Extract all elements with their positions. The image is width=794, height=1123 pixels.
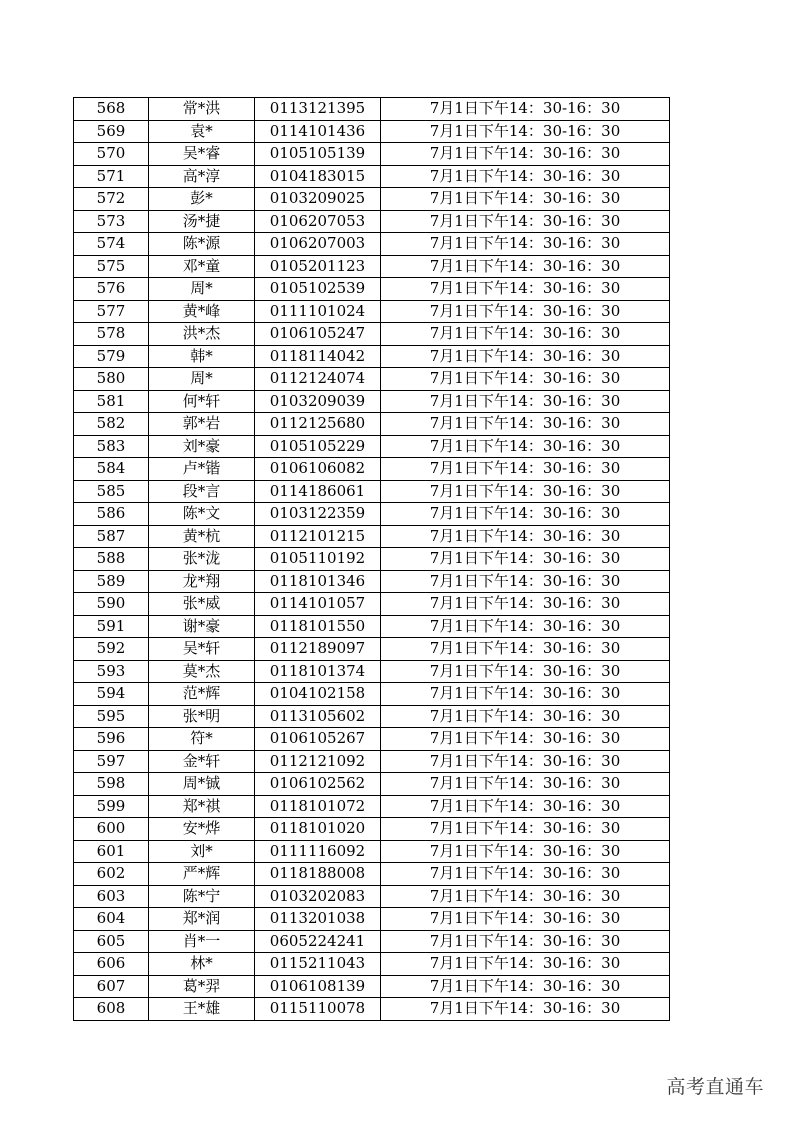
table-row — [74, 863, 670, 886]
exam-time-cell: 7月1日下午14：30-16：30 — [381, 368, 670, 391]
table-row — [74, 615, 670, 638]
table-row — [74, 390, 670, 413]
exam-id-cell: 0105102539 — [255, 278, 381, 301]
exam-id-cell: 0112121092 — [255, 750, 381, 773]
row-number-cell: 593 — [74, 660, 149, 683]
exam-time-cell: 7月1日下午14：30-16：30 — [381, 638, 670, 661]
table-row — [74, 413, 670, 436]
row-number-cell: 604 — [74, 908, 149, 931]
student-name-cell: 周* — [149, 278, 255, 301]
exam-id-cell: 0105110192 — [255, 548, 381, 571]
student-name-cell: 严*辉 — [149, 863, 255, 886]
table-row — [74, 953, 670, 976]
table-row — [74, 345, 670, 368]
exam-time-cell: 7月1日下午14：30-16：30 — [381, 323, 670, 346]
student-name-cell: 韩* — [149, 345, 255, 368]
row-number-cell: 577 — [74, 300, 149, 323]
exam-time-cell: 7月1日下午14：30-16：30 — [381, 660, 670, 683]
table-row — [74, 98, 670, 121]
student-name-cell: 彭* — [149, 188, 255, 211]
exam-time-cell: 7月1日下午14：30-16：30 — [381, 683, 670, 706]
exam-time-cell: 7月1日下午14：30-16：30 — [381, 750, 670, 773]
exam-time-cell: 7月1日下午14：30-16：30 — [381, 143, 670, 166]
row-number-cell: 590 — [74, 593, 149, 616]
exam-id-cell: 0104102158 — [255, 683, 381, 706]
row-number-cell: 599 — [74, 795, 149, 818]
table-row — [74, 998, 670, 1021]
exam-id-cell: 0106102562 — [255, 773, 381, 796]
student-name-cell: 袁* — [149, 120, 255, 143]
exam-time-cell: 7月1日下午14：30-16：30 — [381, 953, 670, 976]
exam-time-cell: 7月1日下午14：30-16：30 — [381, 233, 670, 256]
student-name-cell: 安*烨 — [149, 818, 255, 841]
table-row — [74, 885, 670, 908]
student-name-cell: 高*淳 — [149, 165, 255, 188]
exam-time-cell: 7月1日下午14：30-16：30 — [381, 503, 670, 526]
exam-time-cell: 7月1日下午14：30-16：30 — [381, 548, 670, 571]
exam-id-cell: 0103122359 — [255, 503, 381, 526]
exam-id-cell: 0113201038 — [255, 908, 381, 931]
row-number-cell: 598 — [74, 773, 149, 796]
exam-time-cell: 7月1日下午14：30-16：30 — [381, 998, 670, 1021]
exam-id-cell: 0106105267 — [255, 728, 381, 751]
table-row — [74, 840, 670, 863]
row-number-cell: 608 — [74, 998, 149, 1021]
table-row — [74, 210, 670, 233]
exam-id-cell: 0106207053 — [255, 210, 381, 233]
table-row — [74, 908, 670, 931]
row-number-cell: 571 — [74, 165, 149, 188]
exam-time-cell: 7月1日下午14：30-16：30 — [381, 278, 670, 301]
student-name-cell: 郭*岩 — [149, 413, 255, 436]
student-name-cell: 陈*源 — [149, 233, 255, 256]
student-name-cell: 陈*文 — [149, 503, 255, 526]
row-number-cell: 568 — [74, 98, 149, 121]
exam-id-cell: 0104183015 — [255, 165, 381, 188]
exam-id-cell: 0106207003 — [255, 233, 381, 256]
exam-id-cell: 0111116092 — [255, 840, 381, 863]
exam-time-cell: 7月1日下午14：30-16：30 — [381, 210, 670, 233]
exam-time-cell: 7月1日下午14：30-16：30 — [381, 188, 670, 211]
student-name-cell: 肖*一 — [149, 930, 255, 953]
row-number-cell: 605 — [74, 930, 149, 953]
exam-id-cell: 0605224241 — [255, 930, 381, 953]
row-number-cell: 582 — [74, 413, 149, 436]
exam-time-cell: 7月1日下午14：30-16：30 — [381, 165, 670, 188]
table-row — [74, 278, 670, 301]
student-name-cell: 吴*睿 — [149, 143, 255, 166]
exam-time-cell: 7月1日下午14：30-16：30 — [381, 795, 670, 818]
student-name-cell: 葛*羿 — [149, 975, 255, 998]
student-name-cell: 汤*捷 — [149, 210, 255, 233]
exam-id-cell: 0106105247 — [255, 323, 381, 346]
row-number-cell: 588 — [74, 548, 149, 571]
exam-id-cell: 0105201123 — [255, 255, 381, 278]
exam-time-cell: 7月1日下午14：30-16：30 — [381, 863, 670, 886]
table-row — [74, 975, 670, 998]
table-row — [74, 705, 670, 728]
table-row — [74, 818, 670, 841]
exam-time-cell: 7月1日下午14：30-16：30 — [381, 885, 670, 908]
row-number-cell: 587 — [74, 525, 149, 548]
table-row — [74, 188, 670, 211]
row-number-cell: 589 — [74, 570, 149, 593]
student-name-cell: 黄*峰 — [149, 300, 255, 323]
exam-id-cell: 0113121395 — [255, 98, 381, 121]
row-number-cell: 597 — [74, 750, 149, 773]
exam-time-cell: 7月1日下午14：30-16：30 — [381, 975, 670, 998]
exam-id-cell: 0118114042 — [255, 345, 381, 368]
student-name-cell: 林* — [149, 953, 255, 976]
table-row — [74, 120, 670, 143]
table-row — [74, 435, 670, 458]
row-number-cell: 592 — [74, 638, 149, 661]
row-number-cell: 603 — [74, 885, 149, 908]
table-row — [74, 795, 670, 818]
table-row — [74, 525, 670, 548]
exam-id-cell: 0113105602 — [255, 705, 381, 728]
row-number-cell: 607 — [74, 975, 149, 998]
exam-id-cell: 0112189097 — [255, 638, 381, 661]
exam-time-cell: 7月1日下午14：30-16：30 — [381, 930, 670, 953]
row-number-cell: 572 — [74, 188, 149, 211]
row-number-cell: 579 — [74, 345, 149, 368]
exam-id-cell: 0118101374 — [255, 660, 381, 683]
student-name-cell: 段*言 — [149, 480, 255, 503]
exam-time-cell: 7月1日下午14：30-16：30 — [381, 525, 670, 548]
student-name-cell: 符* — [149, 728, 255, 751]
student-name-cell: 范*辉 — [149, 683, 255, 706]
student-name-cell: 刘*豪 — [149, 435, 255, 458]
exam-time-cell: 7月1日下午14：30-16：30 — [381, 120, 670, 143]
student-name-cell: 龙*翔 — [149, 570, 255, 593]
student-name-cell: 谢*豪 — [149, 615, 255, 638]
student-name-cell: 金*轩 — [149, 750, 255, 773]
exam-time-cell: 7月1日下午14：30-16：30 — [381, 300, 670, 323]
exam-time-cell: 7月1日下午14：30-16：30 — [381, 908, 670, 931]
table-row — [74, 143, 670, 166]
table-row — [74, 930, 670, 953]
student-name-cell: 洪*杰 — [149, 323, 255, 346]
table-row — [74, 480, 670, 503]
watermark-text: 高考直通车 — [666, 1076, 764, 1098]
student-name-cell: 张*威 — [149, 593, 255, 616]
table-row — [74, 728, 670, 751]
exam-id-cell: 0103209025 — [255, 188, 381, 211]
table-row — [74, 165, 670, 188]
table-row — [74, 503, 670, 526]
table-row — [74, 683, 670, 706]
exam-time-cell: 7月1日下午14：30-16：30 — [381, 345, 670, 368]
student-name-cell: 周* — [149, 368, 255, 391]
roster-table — [73, 97, 670, 1021]
student-name-cell: 黄*杭 — [149, 525, 255, 548]
exam-time-cell: 7月1日下午14：30-16：30 — [381, 413, 670, 436]
student-name-cell: 卢*锴 — [149, 458, 255, 481]
row-number-cell: 583 — [74, 435, 149, 458]
table-row — [74, 548, 670, 571]
exam-time-cell: 7月1日下午14：30-16：30 — [381, 728, 670, 751]
row-number-cell: 575 — [74, 255, 149, 278]
table-row — [74, 750, 670, 773]
table-row — [74, 368, 670, 391]
student-name-cell: 张*泷 — [149, 548, 255, 571]
student-name-cell: 周*铖 — [149, 773, 255, 796]
exam-id-cell: 0118101072 — [255, 795, 381, 818]
exam-id-cell: 0114186061 — [255, 480, 381, 503]
exam-id-cell: 0106106082 — [255, 458, 381, 481]
row-number-cell: 584 — [74, 458, 149, 481]
row-number-cell: 585 — [74, 480, 149, 503]
exam-time-cell: 7月1日下午14：30-16：30 — [381, 458, 670, 481]
row-number-cell: 581 — [74, 390, 149, 413]
exam-id-cell: 0114101057 — [255, 593, 381, 616]
student-name-cell: 常*洪 — [149, 98, 255, 121]
exam-time-cell: 7月1日下午14：30-16：30 — [381, 570, 670, 593]
exam-id-cell: 0106108139 — [255, 975, 381, 998]
row-number-cell: 600 — [74, 818, 149, 841]
row-number-cell: 574 — [74, 233, 149, 256]
row-number-cell: 580 — [74, 368, 149, 391]
table-row — [74, 593, 670, 616]
exam-time-cell: 7月1日下午14：30-16：30 — [381, 773, 670, 796]
table-row — [74, 323, 670, 346]
row-number-cell: 595 — [74, 705, 149, 728]
exam-id-cell: 0112125680 — [255, 413, 381, 436]
student-name-cell: 陈*宁 — [149, 885, 255, 908]
exam-time-cell: 7月1日下午14：30-16：30 — [381, 435, 670, 458]
student-name-cell: 邓*童 — [149, 255, 255, 278]
roster-table-body — [74, 98, 670, 1021]
exam-id-cell: 0103209039 — [255, 390, 381, 413]
exam-id-cell: 0118101550 — [255, 615, 381, 638]
exam-time-cell: 7月1日下午14：30-16：30 — [381, 593, 670, 616]
exam-id-cell: 0105105139 — [255, 143, 381, 166]
row-number-cell: 586 — [74, 503, 149, 526]
student-name-cell: 王*雄 — [149, 998, 255, 1021]
row-number-cell: 596 — [74, 728, 149, 751]
exam-id-cell: 0118188008 — [255, 863, 381, 886]
row-number-cell: 573 — [74, 210, 149, 233]
exam-time-cell: 7月1日下午14：30-16：30 — [381, 98, 670, 121]
row-number-cell: 606 — [74, 953, 149, 976]
student-name-cell: 莫*杰 — [149, 660, 255, 683]
exam-id-cell: 0111101024 — [255, 300, 381, 323]
student-name-cell: 张*明 — [149, 705, 255, 728]
exam-id-cell: 0103202083 — [255, 885, 381, 908]
exam-time-cell: 7月1日下午14：30-16：30 — [381, 390, 670, 413]
student-name-cell: 郑*润 — [149, 908, 255, 931]
student-name-cell: 吴*轩 — [149, 638, 255, 661]
table-row — [74, 300, 670, 323]
table-row — [74, 233, 670, 256]
row-number-cell: 578 — [74, 323, 149, 346]
row-number-cell: 576 — [74, 278, 149, 301]
exam-id-cell: 0112101215 — [255, 525, 381, 548]
row-number-cell: 601 — [74, 840, 149, 863]
table-row — [74, 660, 670, 683]
exam-id-cell: 0105105229 — [255, 435, 381, 458]
exam-id-cell: 0112124074 — [255, 368, 381, 391]
student-name-cell: 刘* — [149, 840, 255, 863]
table-row — [74, 570, 670, 593]
student-name-cell: 何*轩 — [149, 390, 255, 413]
table-row — [74, 458, 670, 481]
exam-id-cell: 0114101436 — [255, 120, 381, 143]
row-number-cell: 569 — [74, 120, 149, 143]
exam-id-cell: 0115211043 — [255, 953, 381, 976]
exam-time-cell: 7月1日下午14：30-16：30 — [381, 255, 670, 278]
student-name-cell: 郑*祺 — [149, 795, 255, 818]
exam-time-cell: 7月1日下午14：30-16：30 — [381, 818, 670, 841]
table-row — [74, 255, 670, 278]
table-row — [74, 638, 670, 661]
row-number-cell: 591 — [74, 615, 149, 638]
row-number-cell: 602 — [74, 863, 149, 886]
exam-time-cell: 7月1日下午14：30-16：30 — [381, 615, 670, 638]
exam-id-cell: 0118101020 — [255, 818, 381, 841]
row-number-cell: 594 — [74, 683, 149, 706]
exam-time-cell: 7月1日下午14：30-16：30 — [381, 705, 670, 728]
row-number-cell: 570 — [74, 143, 149, 166]
exam-id-cell: 0118101346 — [255, 570, 381, 593]
exam-id-cell: 0115110078 — [255, 998, 381, 1021]
exam-time-cell: 7月1日下午14：30-16：30 — [381, 840, 670, 863]
table-row — [74, 773, 670, 796]
exam-time-cell: 7月1日下午14：30-16：30 — [381, 480, 670, 503]
